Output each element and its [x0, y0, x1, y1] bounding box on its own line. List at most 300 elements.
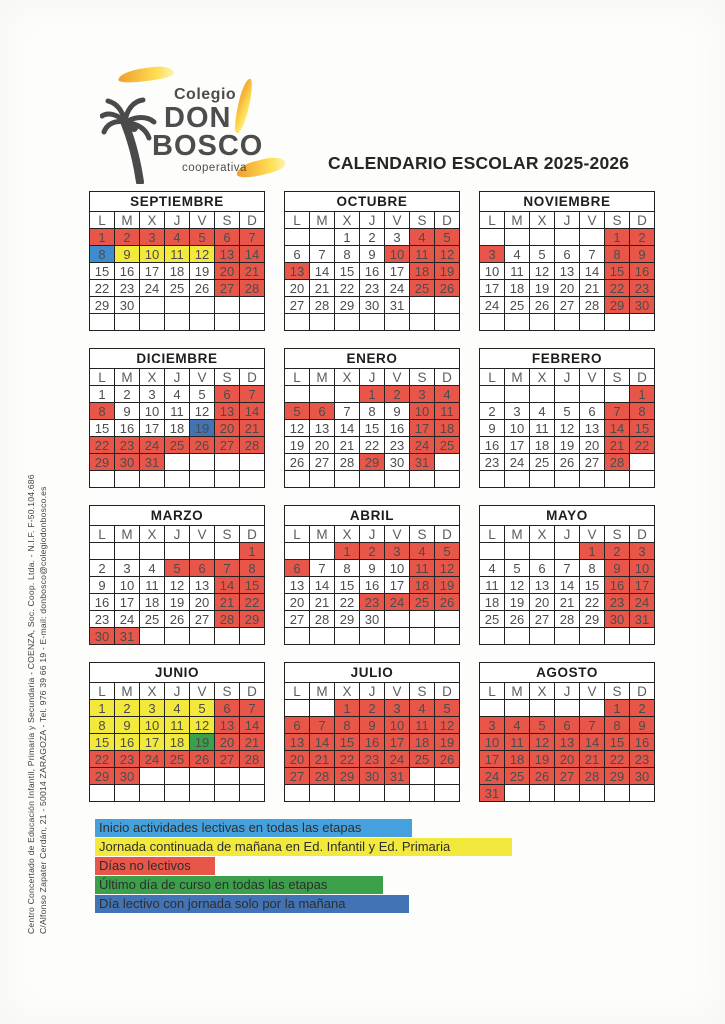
day-cell: 6	[555, 246, 580, 263]
day-cell	[410, 314, 435, 331]
month-abril	[284, 505, 460, 645]
day-cell: 6	[190, 560, 215, 577]
day-cell: 10	[385, 717, 410, 734]
day-cell: 28	[240, 280, 265, 297]
day-cell: 3	[410, 386, 435, 403]
day-cell: 7	[580, 246, 605, 263]
day-cell: 1	[360, 386, 385, 403]
day-cell: 11	[410, 560, 435, 577]
month-noviembre	[479, 191, 655, 331]
day-cell: 29	[605, 297, 630, 314]
day-cell: 20	[555, 280, 580, 297]
day-cell: 21	[310, 594, 335, 611]
weekday-header: S	[215, 369, 240, 386]
day-cell	[215, 471, 240, 488]
day-cell: 31	[115, 628, 140, 645]
weekday-header: M	[310, 369, 335, 386]
day-cell: 2	[115, 229, 140, 246]
day-cell: 19	[435, 734, 460, 751]
day-cell	[480, 471, 505, 488]
day-cell: 27	[555, 768, 580, 785]
day-cell	[410, 471, 435, 488]
weekday-header: D	[240, 212, 265, 229]
day-cell: 24	[505, 454, 530, 471]
day-cell: 5	[555, 403, 580, 420]
day-cell: 30	[605, 611, 630, 628]
day-cell	[530, 229, 555, 246]
day-cell: 20	[580, 437, 605, 454]
day-cell: 8	[335, 717, 360, 734]
day-cell	[530, 628, 555, 645]
day-cell	[505, 386, 530, 403]
day-cell: 29	[605, 768, 630, 785]
day-cell: 23	[90, 611, 115, 628]
day-cell: 31	[480, 785, 505, 802]
day-cell: 29	[240, 611, 265, 628]
day-cell	[190, 785, 215, 802]
day-cell: 15	[580, 577, 605, 594]
day-cell: 6	[285, 560, 310, 577]
day-cell: 13	[215, 717, 240, 734]
day-cell: 1	[90, 700, 115, 717]
day-cell: 23	[480, 454, 505, 471]
weekday-header: M	[310, 683, 335, 700]
day-cell	[605, 471, 630, 488]
day-cell: 11	[435, 403, 460, 420]
day-cell: 24	[385, 594, 410, 611]
day-cell: 16	[115, 263, 140, 280]
day-cell	[310, 543, 335, 560]
day-cell: 21	[580, 280, 605, 297]
day-cell: 14	[580, 734, 605, 751]
day-cell	[240, 471, 265, 488]
day-cell: 28	[580, 297, 605, 314]
day-cell: 15	[605, 734, 630, 751]
legend-item: Inicio actividades lectivas en todas las etapas	[95, 819, 412, 837]
day-cell	[555, 785, 580, 802]
day-cell: 10	[630, 560, 655, 577]
day-cell: 28	[335, 454, 360, 471]
day-cell: 4	[505, 717, 530, 734]
month-septiembre	[89, 191, 265, 331]
weekday-header: X	[530, 369, 555, 386]
day-cell	[360, 785, 385, 802]
vertical-address-text	[26, 282, 49, 934]
day-cell: 5	[165, 560, 190, 577]
day-cell: 27	[215, 437, 240, 454]
day-cell	[580, 700, 605, 717]
day-cell: 11	[505, 263, 530, 280]
day-cell	[240, 297, 265, 314]
day-cell: 24	[480, 297, 505, 314]
day-cell: 28	[240, 751, 265, 768]
weekday-header: L	[480, 369, 505, 386]
legend	[95, 819, 512, 914]
day-cell: 31	[140, 454, 165, 471]
day-cell: 21	[240, 420, 265, 437]
day-cell: 10	[410, 403, 435, 420]
day-cell: 23	[630, 751, 655, 768]
day-cell	[630, 785, 655, 802]
day-cell	[190, 297, 215, 314]
day-cell	[505, 543, 530, 560]
day-cell: 22	[90, 437, 115, 454]
day-cell: 12	[165, 577, 190, 594]
day-cell	[190, 628, 215, 645]
day-cell: 17	[385, 734, 410, 751]
page-title: CALENDARIO ESCOLAR 2025-2026	[328, 153, 630, 173]
weekday-header: S	[215, 526, 240, 543]
day-cell: 17	[385, 577, 410, 594]
day-cell	[335, 785, 360, 802]
day-cell: 27	[555, 297, 580, 314]
day-cell: 17	[140, 420, 165, 437]
day-cell: 5	[285, 403, 310, 420]
logo-colegio: Colegio	[174, 86, 237, 103]
day-cell: 17	[115, 594, 140, 611]
weekday-header: S	[410, 212, 435, 229]
day-cell	[310, 471, 335, 488]
month-febrero	[479, 348, 655, 488]
day-cell	[140, 297, 165, 314]
day-cell: 9	[480, 420, 505, 437]
month-title: JUNIO	[90, 663, 265, 683]
day-cell: 27	[580, 454, 605, 471]
day-cell	[580, 229, 605, 246]
day-cell: 18	[480, 594, 505, 611]
day-cell: 7	[555, 560, 580, 577]
day-cell	[360, 314, 385, 331]
day-cell	[505, 471, 530, 488]
day-cell: 4	[410, 229, 435, 246]
day-cell: 27	[215, 280, 240, 297]
day-cell	[580, 785, 605, 802]
day-cell: 22	[335, 594, 360, 611]
weekday-header: L	[480, 683, 505, 700]
day-cell	[530, 785, 555, 802]
weekday-header: X	[530, 683, 555, 700]
weekday-header: J	[165, 212, 190, 229]
day-cell: 23	[115, 751, 140, 768]
day-cell: 4	[410, 543, 435, 560]
day-cell: 8	[605, 717, 630, 734]
day-cell: 19	[190, 420, 215, 437]
weekday-header: L	[90, 212, 115, 229]
day-cell: 23	[115, 280, 140, 297]
month-junio	[89, 662, 265, 802]
day-cell: 9	[605, 560, 630, 577]
day-cell: 26	[285, 454, 310, 471]
day-cell	[165, 768, 190, 785]
day-cell: 5	[190, 700, 215, 717]
day-cell	[165, 454, 190, 471]
day-cell: 25	[165, 437, 190, 454]
weekday-header: L	[480, 212, 505, 229]
day-cell: 16	[360, 263, 385, 280]
month-julio	[284, 662, 460, 802]
logo-text	[152, 86, 276, 174]
day-cell: 9	[360, 246, 385, 263]
day-cell: 14	[240, 246, 265, 263]
day-cell: 23	[360, 280, 385, 297]
day-cell: 13	[580, 420, 605, 437]
day-cell: 7	[310, 246, 335, 263]
day-cell: 18	[410, 734, 435, 751]
day-cell: 22	[605, 280, 630, 297]
day-cell: 29	[90, 297, 115, 314]
day-cell: 22	[580, 594, 605, 611]
day-cell: 6	[215, 229, 240, 246]
day-cell: 3	[140, 700, 165, 717]
day-cell	[605, 785, 630, 802]
day-cell: 2	[480, 403, 505, 420]
weekday-header: D	[435, 526, 460, 543]
day-cell	[410, 785, 435, 802]
day-cell	[630, 454, 655, 471]
day-cell	[555, 628, 580, 645]
day-cell	[630, 628, 655, 645]
day-cell: 31	[385, 297, 410, 314]
day-cell: 11	[480, 577, 505, 594]
month-mayo	[479, 505, 655, 645]
day-cell: 3	[115, 560, 140, 577]
weekday-header: S	[605, 526, 630, 543]
day-cell: 19	[190, 263, 215, 280]
day-cell	[90, 785, 115, 802]
day-cell: 14	[240, 717, 265, 734]
day-cell: 7	[580, 717, 605, 734]
weekday-header: X	[530, 212, 555, 229]
day-cell: 7	[605, 403, 630, 420]
day-cell	[435, 611, 460, 628]
day-cell	[480, 543, 505, 560]
day-cell: 15	[90, 420, 115, 437]
weekday-header: V	[190, 212, 215, 229]
day-cell	[115, 785, 140, 802]
month-title: DICIEMBRE	[90, 349, 265, 369]
day-cell	[435, 454, 460, 471]
day-cell	[165, 297, 190, 314]
day-cell: 16	[115, 734, 140, 751]
day-cell: 30	[90, 628, 115, 645]
day-cell: 21	[555, 594, 580, 611]
day-cell: 30	[115, 297, 140, 314]
day-cell	[310, 314, 335, 331]
day-cell: 5	[435, 229, 460, 246]
day-cell: 25	[410, 280, 435, 297]
day-cell: 25	[435, 437, 460, 454]
legend-item: Último día de curso en todas las etapas	[95, 876, 383, 894]
day-cell	[165, 785, 190, 802]
day-cell: 25	[505, 297, 530, 314]
day-cell	[190, 471, 215, 488]
weekday-header: V	[580, 526, 605, 543]
day-cell: 1	[580, 543, 605, 560]
day-cell: 2	[385, 386, 410, 403]
weekday-header: X	[530, 526, 555, 543]
day-cell	[215, 314, 240, 331]
day-cell: 12	[190, 246, 215, 263]
weekday-header: D	[435, 369, 460, 386]
day-cell	[215, 628, 240, 645]
month-marzo	[89, 505, 265, 645]
day-cell: 20	[285, 594, 310, 611]
day-cell: 19	[530, 751, 555, 768]
day-cell	[285, 314, 310, 331]
day-cell: 20	[530, 594, 555, 611]
weekday-header: J	[360, 683, 385, 700]
weekday-header: J	[555, 212, 580, 229]
day-cell	[140, 768, 165, 785]
day-cell: 2	[90, 560, 115, 577]
day-cell	[555, 700, 580, 717]
day-cell: 28	[605, 454, 630, 471]
day-cell: 6	[215, 700, 240, 717]
day-cell: 18	[140, 594, 165, 611]
day-cell: 9	[90, 577, 115, 594]
school-logo	[100, 56, 280, 191]
day-cell: 10	[140, 403, 165, 420]
day-cell: 10	[115, 577, 140, 594]
day-cell	[240, 768, 265, 785]
day-cell: 19	[555, 437, 580, 454]
day-cell: 1	[630, 386, 655, 403]
day-cell: 11	[165, 246, 190, 263]
day-cell: 18	[435, 420, 460, 437]
legend-item: Días no lectivos	[95, 857, 215, 875]
day-cell: 25	[165, 280, 190, 297]
day-cell	[435, 314, 460, 331]
weekday-header: D	[630, 212, 655, 229]
legend-item: Día lectivo con jornada solo por la mañana	[95, 895, 409, 913]
logo-don: DON	[164, 102, 232, 134]
address-line-2: C/Alfonso Zapater Cerdán, 21 - 50014 ZARAGOZA - Tel. 976 39 66 19 - E-mail: donbosco@colegiodonbosco.es	[37, 486, 48, 934]
day-cell: 27	[285, 297, 310, 314]
weekday-header: J	[165, 683, 190, 700]
day-cell: 16	[480, 437, 505, 454]
weekday-header: X	[335, 683, 360, 700]
day-cell: 16	[385, 420, 410, 437]
day-cell: 26	[435, 280, 460, 297]
day-cell: 22	[335, 751, 360, 768]
day-cell: 21	[240, 263, 265, 280]
day-cell: 25	[140, 611, 165, 628]
day-cell	[385, 628, 410, 645]
day-cell: 2	[360, 700, 385, 717]
day-cell: 30	[385, 454, 410, 471]
day-cell: 12	[190, 717, 215, 734]
day-cell: 20	[310, 437, 335, 454]
day-cell	[505, 229, 530, 246]
day-cell: 2	[360, 229, 385, 246]
day-cell: 7	[310, 717, 335, 734]
day-cell: 4	[530, 403, 555, 420]
day-cell: 16	[630, 734, 655, 751]
day-cell	[140, 628, 165, 645]
day-cell: 5	[530, 246, 555, 263]
day-cell: 11	[530, 420, 555, 437]
day-cell: 18	[505, 751, 530, 768]
day-cell: 9	[360, 717, 385, 734]
day-cell	[335, 314, 360, 331]
day-cell: 8	[580, 560, 605, 577]
weekday-header: D	[240, 526, 265, 543]
day-cell: 14	[215, 577, 240, 594]
day-cell: 12	[435, 246, 460, 263]
legend-item: Jornada continuada de mañana en Ed. Infantil y Ed. Primaria	[95, 838, 512, 856]
day-cell: 26	[505, 611, 530, 628]
day-cell: 5	[435, 543, 460, 560]
weekday-header: V	[190, 683, 215, 700]
day-cell: 14	[605, 420, 630, 437]
month-title: ABRIL	[285, 506, 460, 526]
day-cell	[115, 543, 140, 560]
day-cell: 14	[335, 420, 360, 437]
day-cell	[90, 543, 115, 560]
day-cell: 21	[240, 734, 265, 751]
weekday-header: X	[140, 369, 165, 386]
day-cell	[385, 471, 410, 488]
day-cell: 21	[310, 280, 335, 297]
month-title: AGOSTO	[480, 663, 655, 683]
day-cell: 10	[385, 560, 410, 577]
day-cell	[285, 785, 310, 802]
day-cell: 16	[605, 577, 630, 594]
day-cell: 30	[360, 297, 385, 314]
day-cell: 8	[90, 246, 115, 263]
day-cell: 6	[555, 717, 580, 734]
day-cell: 24	[140, 437, 165, 454]
day-cell: 23	[360, 751, 385, 768]
day-cell: 15	[360, 420, 385, 437]
weekday-header: V	[580, 212, 605, 229]
day-cell: 8	[335, 560, 360, 577]
day-cell	[190, 768, 215, 785]
day-cell: 6	[530, 560, 555, 577]
day-cell	[90, 314, 115, 331]
logo-cooperativa: cooperativa	[182, 162, 247, 174]
day-cell: 20	[285, 280, 310, 297]
day-cell: 1	[335, 229, 360, 246]
day-cell: 30	[630, 297, 655, 314]
day-cell: 22	[335, 280, 360, 297]
day-cell: 26	[435, 751, 460, 768]
weekday-header: J	[555, 683, 580, 700]
day-cell	[360, 628, 385, 645]
logo-bosco: BOSCO	[152, 130, 264, 162]
day-cell: 4	[165, 700, 190, 717]
month-title: SEPTIEMBRE	[90, 192, 265, 212]
day-cell	[190, 454, 215, 471]
day-cell: 20	[215, 734, 240, 751]
month-title: FEBRERO	[480, 349, 655, 369]
day-cell	[190, 314, 215, 331]
day-cell: 6	[310, 403, 335, 420]
weekday-header: M	[505, 212, 530, 229]
day-cell: 29	[580, 611, 605, 628]
day-cell: 28	[555, 611, 580, 628]
day-cell: 8	[90, 403, 115, 420]
day-cell: 11	[410, 246, 435, 263]
day-cell: 1	[335, 700, 360, 717]
address-line-1: Centro Concertado de Educación Infantil, Primaria y Secundaria - COENZA, Soc. Coop. Ltda. - N.I.F. F-50.104.686	[26, 474, 36, 934]
day-cell: 12	[505, 577, 530, 594]
weekday-header: L	[90, 683, 115, 700]
day-cell: 2	[360, 543, 385, 560]
day-cell	[310, 700, 335, 717]
day-cell: 14	[310, 263, 335, 280]
day-cell: 26	[435, 594, 460, 611]
